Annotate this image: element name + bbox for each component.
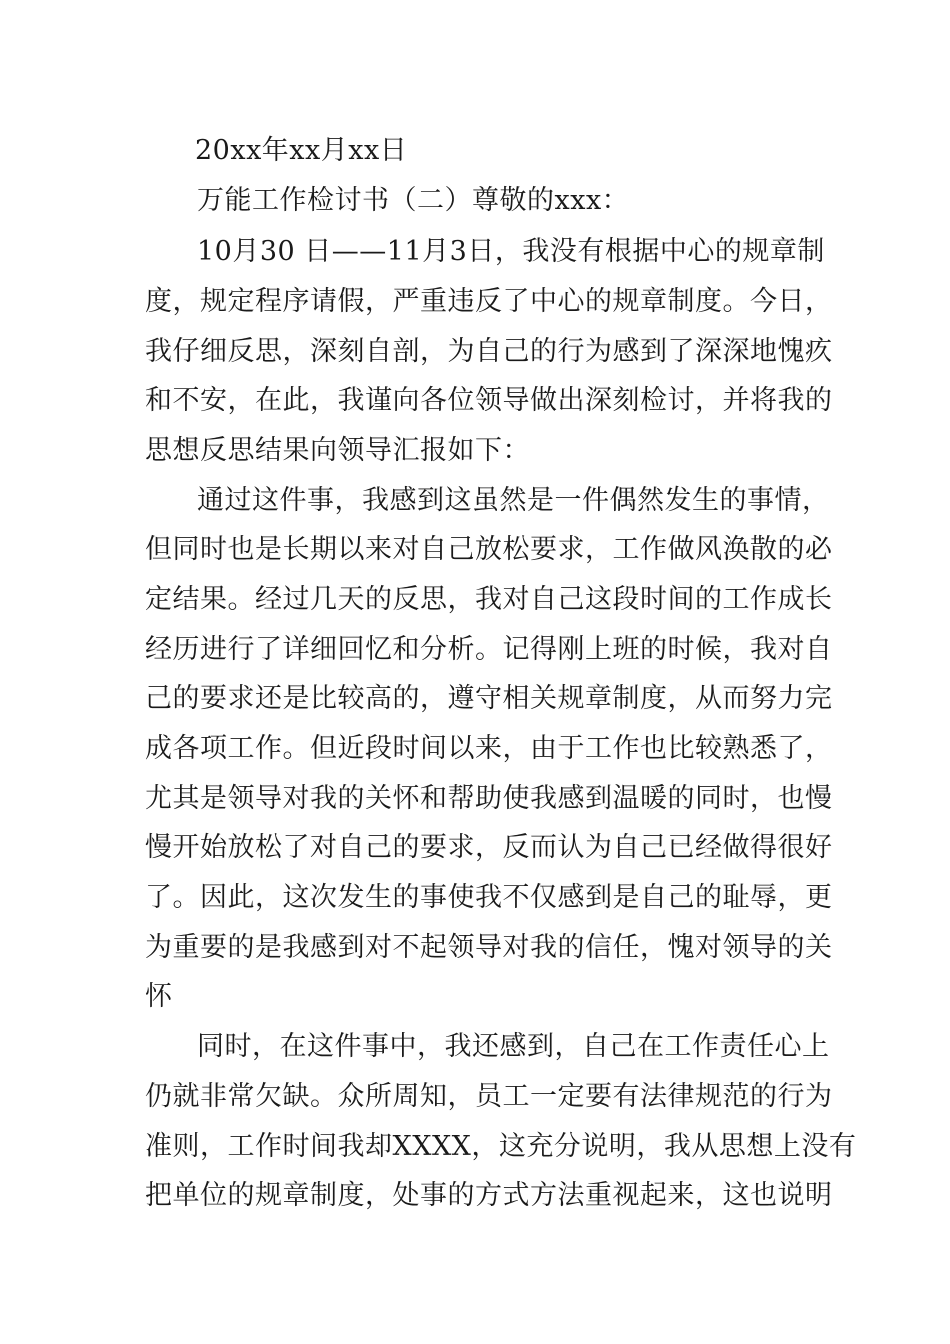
paragraph-2-line-5: 己的要求还是比较高的，遵守相关规章制度，从而努力完 xyxy=(145,683,833,714)
paragraph-1-line-1: 10月30 日——11月3日，我没有根据中心的规章制 xyxy=(197,236,825,267)
paragraph-1-line-2: 度，规定程序请假，严重违反了中心的规章制度。今日， xyxy=(145,286,833,317)
paragraph-2-line-6: 成各项工作。但近段时间以来，由于工作也比较熟悉了， xyxy=(145,733,833,764)
paragraph-1-line-5: 思想反思结果向领导汇报如下： xyxy=(145,435,530,466)
paragraph-1-line-4: 和不安，在此，我谨向各位领导做出深刻检讨，并将我的 xyxy=(145,385,833,416)
paragraph-2-line-9: 了。因此，这次发生的事使我不仅感到是自己的耻辱，更 xyxy=(145,882,833,913)
paragraph-2-line-8: 慢开始放松了对自己的要求，反而认为自己已经做得很好 xyxy=(145,832,833,863)
paragraph-2-line-11: 怀 xyxy=(145,981,173,1012)
paragraph-3-line-2: 仍就非常欠缺。众所周知，员工一定要有法律规范的行为 xyxy=(145,1081,833,1112)
paragraph-2-line-2: 但同时也是长期以来对自己放松要求，工作做风涣散的必 xyxy=(145,534,833,565)
paragraph-2-line-3: 定结果。经过几天的反思，我对自己这段时间的工作成长 xyxy=(145,584,833,615)
paragraph-3-line-1: 同时，在这件事中，我还感到，自己在工作责任心上 xyxy=(197,1031,830,1062)
paragraph-2-line-10: 为重要的是我感到对不起领导对我的信任，愧对领导的关 xyxy=(145,932,833,963)
paragraph-3-line-4: 把单位的规章制度，处事的方式方法重视起来，这也说明 xyxy=(145,1180,833,1211)
paragraph-3-line-3: 准则，工作时间我却XXXX，这充分说明，我从思想上没有 xyxy=(145,1131,857,1162)
paragraph-1-line-3: 我仔细反思，深刻自剖，为自己的行为感到了深深地愧疚 xyxy=(145,336,833,367)
date-line: 20xx年xx月xx日 xyxy=(195,135,408,166)
paragraph-2-line-7: 尤其是领导对我的关怀和帮助使我感到温暖的同时，也慢 xyxy=(145,783,833,814)
paragraph-2-line-1: 通过这件事，我感到这虽然是一件偶然发生的事情， xyxy=(197,485,830,516)
title-line: 万能工作检讨书（二）尊敬的xxx： xyxy=(197,185,630,216)
paragraph-2-line-4: 经历进行了详细回忆和分析。记得刚上班的时候，我对自 xyxy=(145,634,833,665)
